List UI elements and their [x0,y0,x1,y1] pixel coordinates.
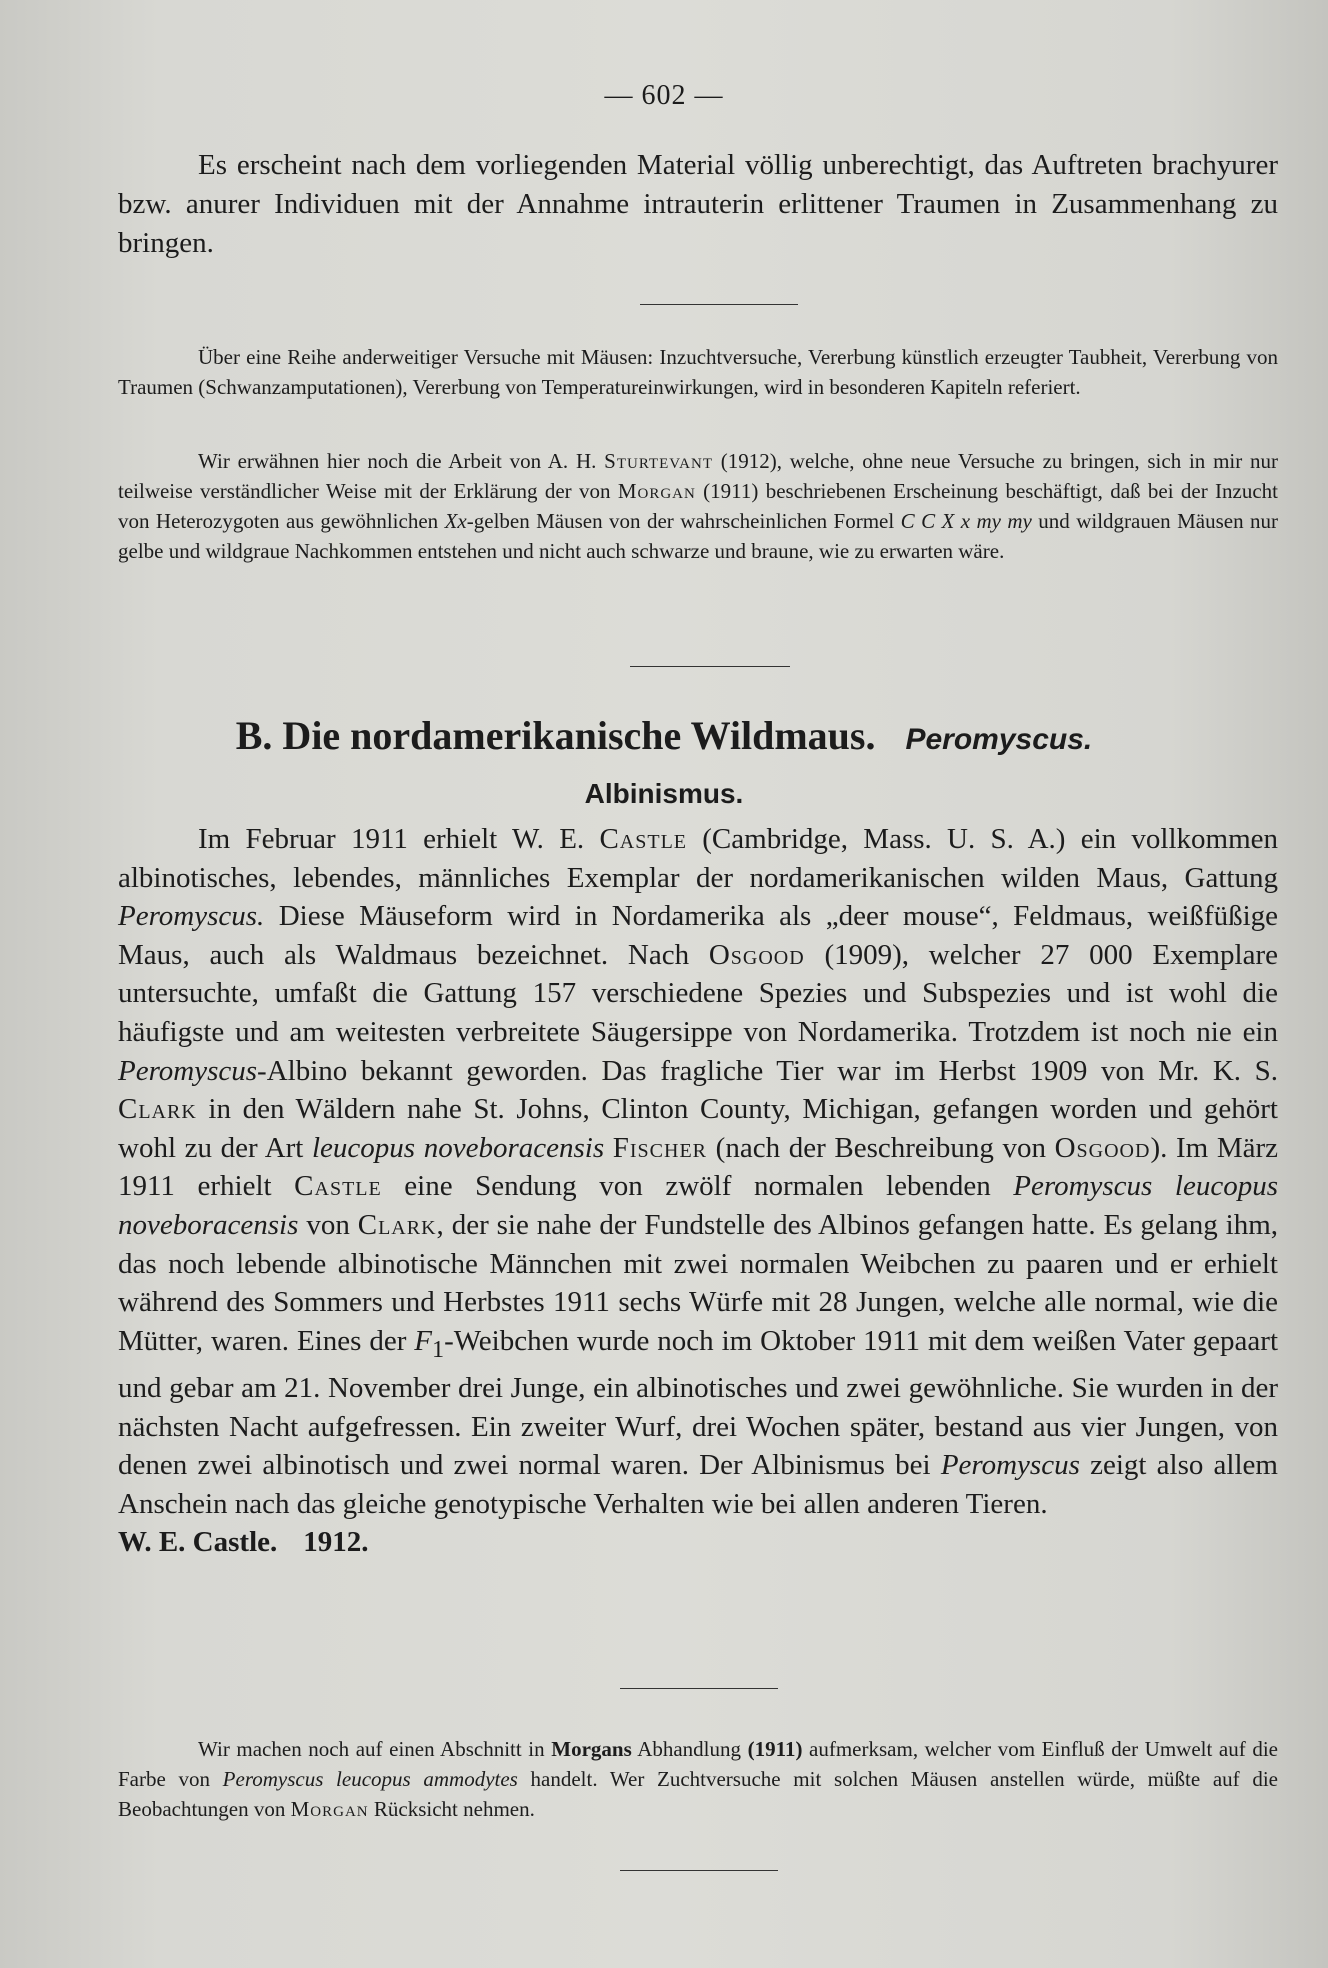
text-segment: , der sie nahe der Fundstelle des Albinos gefangen hatte. Es gelang ihm, das noch lebende albinotische Männchen mit zwei normalen Weibchen zu paaren und er erhielt während des Sommers und Herbstes 1911 sechs Würfe mit 28 Jungen, welche alle normal, wie die Mütter, waren. Eines der [118,1208,1278,1357]
text-segment: Wir machen noch auf einen Abschnitt in [198,1737,552,1761]
paragraph-conclusion [118,146,1278,263]
divider-2 [630,666,790,667]
text-segment: -gelben Mäusen von der wahrscheinlichen Formel [466,509,901,533]
text-segment: Albino bekannt geworden. Das fragliche Tier war im Herbst 1909 von Mr. K. S. [266,1054,1278,1087]
footnote-morgan-text [118,1734,1278,1824]
genus-name: Peromyscus. [118,900,265,933]
formula: Xx [444,509,467,533]
section-heading [0,712,1328,759]
author-name: Morgan [290,1797,369,1821]
text-segment: -Weibchen wurde noch im Oktober 1911 mit dem weißen Vater gepaart und gebar am 21. November drei Junge, ein albinotisches und zwei gewöhnliche. Sie wurden in der nächsten Nacht aufgefressen. Ein zweiter Wurf, drei Wochen später, bestand aus vier Jungen, von denen zwei albinotisch und zwei normal waren. Der Albinismus bei [118,1324,1279,1482]
author-name: Osgood [1054,1131,1151,1164]
text-segment: und wildgrauen Mäusen nur gelbe und wildgraue Nachkommen entstehen und nicht auch schwarze und braune, wie zu erwarten wäre. [118,509,1279,563]
text-segment: (nach der Beschreibung von [707,1131,1055,1164]
text-segment: (1909), welcher 27 000 Exemplare untersuchte, umfaßt die Gattung 157 verschiedene Spezies und Subspezies und ist wohl die häufigste und am weitesten verbreitete Säugersippe von Nordamerika. Trotzdem ist noch nie ein [118,938,1278,1048]
text-segment: eine Sendung von zwölf normalen lebenden [381,1170,1014,1203]
genus-name: Peromyscus- [118,1054,267,1087]
author-name: Castle [599,823,687,855]
section-genus: Peromyscus. [905,723,1093,756]
text-segment: Wir erwähnen hier noch die Arbeit von A. H. [198,449,605,473]
signature-author: W. E. Castle. [118,1526,278,1559]
subsection-heading: Albinismus. [584,778,744,809]
text-segment: (1912), welche, ohne neue Versuche zu bringen, sich in mir nur teilweise verständlicher Weise mit der Erklärung der von [118,449,1278,503]
text-segment: zeigt also allem Anschein nach das gleiche genotypische Verhalten wie bei allen anderen Tieren. [118,1449,1278,1520]
species-name: Peromyscus leucopus noveboracensis [118,1170,1278,1241]
generation-symbol: F [414,1324,433,1357]
signature-year: 1912. [303,1526,369,1559]
author-name: Clark [118,1093,197,1126]
footnote-sturtevant [118,446,1278,566]
main-paragraph [118,820,1278,1562]
author-name: Fischer [612,1131,708,1164]
author-name: Clark [357,1208,437,1241]
text-segment: aufmerksam, welcher vom Einfluß der Umwelt auf die Farbe von [118,1737,1278,1791]
author-name: Sturtevant [604,449,713,473]
author-name: Morgan [617,479,696,503]
footnote-sturtevant-text [118,446,1278,566]
footnote-morgan [118,1734,1278,1824]
generation-subscript: 1 [432,1335,445,1363]
text-segment: von [298,1208,358,1241]
divider-4 [620,1870,778,1871]
text-segment: Diese Mäuseform wird in Nordamerika als „deer mouse“, Feldmaus, weißfüßige Maus, auch als Waldmaus bezeichnet. Nach [118,900,1278,971]
author-name: Osgood [708,938,805,971]
formula: C C X x my my [900,509,1032,533]
text-segment: (1911) beschriebenen Erscheinung beschäftigt, daß bei der Inzucht von Heterozygoten aus gewöhnlichen [118,479,1278,533]
text-segment [604,1132,613,1164]
main-paragraph-text [118,820,1278,1523]
text-segment: Abhandlung [631,1737,748,1761]
year: (1911) [747,1737,803,1761]
text-segment: (Cambridge, Mass. U. S. A.) ein vollkommen albinotisches, lebendes, männliches Exemplar der nordamerikanischen wilden Maus, Gattung [118,823,1279,894]
genus-name: Peromyscus [940,1449,1080,1482]
signature [118,1523,1278,1562]
page-number: — 602 — [604,80,724,111]
text-segment: Rücksicht nehmen. [368,1797,535,1821]
text-segment: in den Wäldern nahe St. Johns, Clinton County, Michigan, gefangen worden und gehört wohl zu der Art [118,1093,1278,1164]
footnote-other-experiments-text: Über eine Reihe anderweitiger Versuche mit Mäusen: Inzuchtversuche, Vererbung künstlich erzeugter Taubheit, Vererbung von Traumen (Schwanzamputationen), Vererbung von Temperatureinwirkungen, wird in besonderen Kapiteln referiert. [118,345,1278,399]
divider-3 [620,1688,778,1689]
author-name: Castle [294,1170,382,1203]
species-name: Peromyscus leucopus ammodytes [222,1767,518,1791]
text-segment: ). Im März 1911 erhielt [118,1131,1279,1203]
paragraph-conclusion-text: Es erscheint nach dem vorliegenden Material völlig unberechtigt, das Auftreten brachyurer bzw. anurer Individuen mit der Annahme intrauterin erlittener Traumen in Zusammenhang zu bringen. [118,149,1278,259]
author-name: Morgans [551,1737,632,1761]
text-segment: handelt. Wer Zuchtversuche mit solchen Mäusen anstellen würde, müßte auf die Beobachtungen von [118,1767,1278,1821]
section-title: B. Die nordamerikanische Wildmaus. [235,713,876,758]
divider-1 [640,304,798,305]
text-segment: Im Februar 1911 erhielt W. E. [198,823,600,855]
footnote-other-experiments [118,342,1278,402]
species-name: leucopus noveboracensis [312,1131,605,1164]
